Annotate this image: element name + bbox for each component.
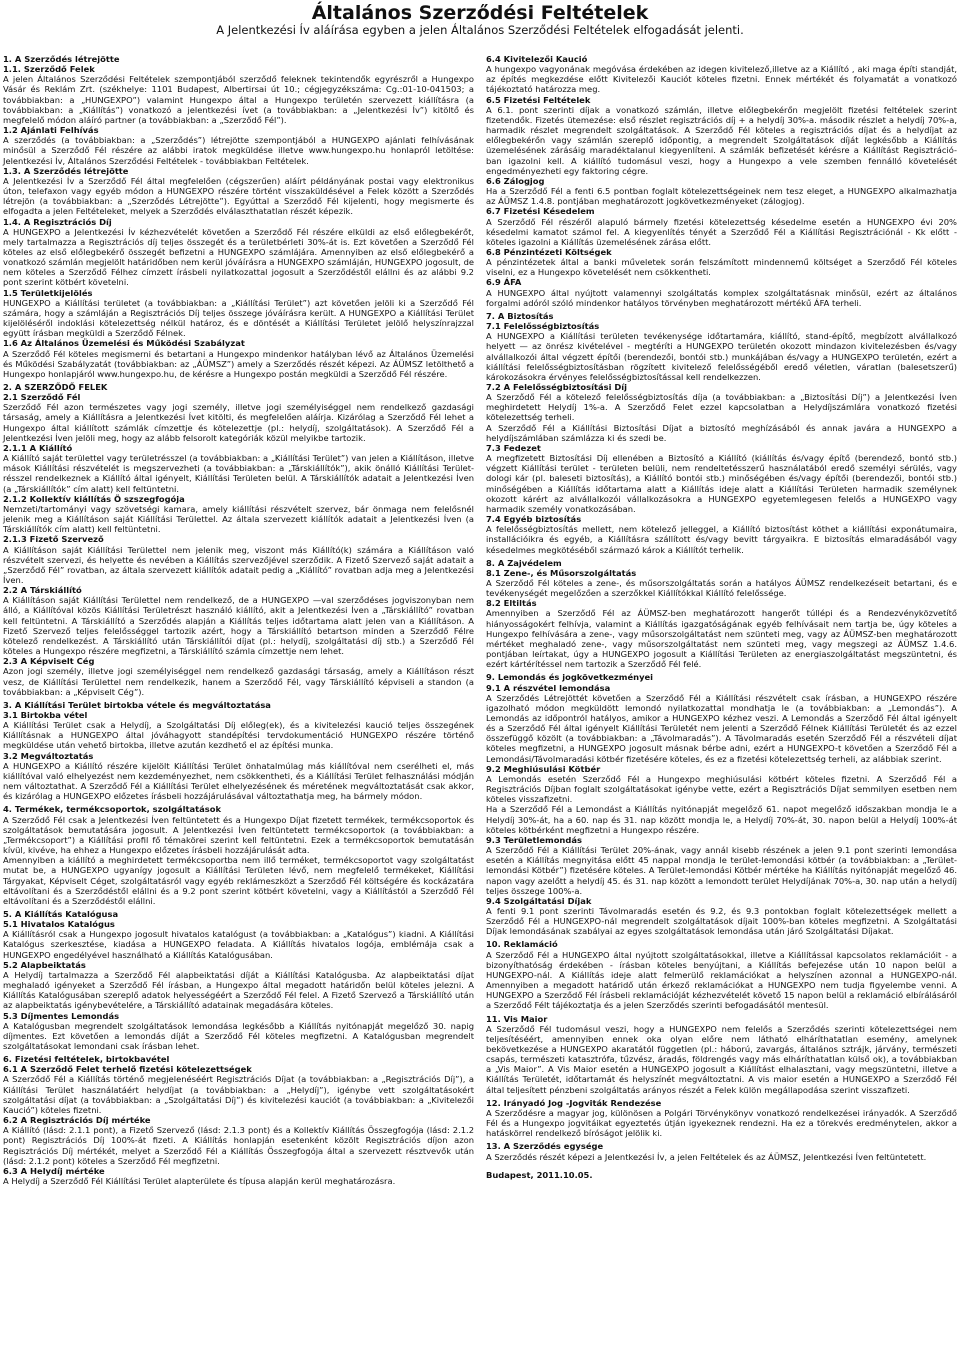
section-heading: 5.3 Díjmentes Lemondás xyxy=(3,1010,120,1021)
section-heading: 1. A Szerződés létrejötte xyxy=(3,54,120,64)
section-heading: 7.2 A Felelősségbiztosítási Díj xyxy=(486,382,627,392)
paragraph: A pénzintézetek által a banki műveletek során felszámított mindennemű költséget a Szerződő Fél köteles viselni, ez a Hungexpo követelését nem csökkentheti. xyxy=(486,257,957,278)
paragraph: A Szerződő Fél köteles a zene-, és műsorszolgáltatás során a hatályos ÁÜMSZ rendelkezéseit betartani, és e tevékenységét megelőzően a szerzőkkel Kiállítókkal Kiállító felelőssége. xyxy=(486,577,957,599)
section-heading: 3.2 Megváltoztatás xyxy=(3,750,94,761)
section-heading: 2.1.1 A Kiállító xyxy=(3,442,73,453)
paragraph: A Lemondás esetén Szerződő Fél a Hungexpo meghiúsulási kötbért köteles fizetni. A Szerződő Fél a Regisztrációs Díjban foglalt szolgáltatásokat igénybe vette, ezért a Regisztrációs Díjat semmilyen esetben nem köteles visszafizetni. xyxy=(486,773,957,805)
section-heading: 1.3. A Szerződés létrejötte xyxy=(3,165,129,176)
paragraph: A Szerződő Fél részéről alapuló bármely fizetési kötelezettség késedelme esetén a HUNGEXPO évi 20% késedelmi kamatot számol fel. A kiegyenlítés tényét a Szerződő Fél a Kiállítási Regisztrációnál - Kk előtt - köteles igazolni a Kiállítás üzemelésének zárása előtt. xyxy=(486,216,957,247)
paragraph: A Kiállító (lásd: 2.1.1 pont), a Fizető Szervező (lásd: 2.1.3 pont) és a Kollektív Kiállítás Összegfogója (lásd: 2.1.2 pont) Regisztrációs Díj 100%-át fizeti. A Kiállítás honlapján esetenként közölt Regisztrációs díjon azon Regisztrációs Díj mértékét, melyet a Szerződő Fél a Kiállítás Összegfogója által a szervezett résztvevők után (lásd: 2.1.2 pont) köteles a Szerződő Fél megfizetni. xyxy=(3,1125,474,1166)
section-heading: 1.2 Ajánlati Felhívás xyxy=(3,125,99,136)
section-heading: 5. A Kiállítás Katalógusa xyxy=(3,908,119,919)
section-heading: 12. Irányadó Jog -Jogviták Rendezése xyxy=(486,1097,662,1108)
paragraph: A Kiállításon saját Kiállítási Területtel nem jelenik meg, viszont más Kiállító(k) számára a Kiállításon való részvételt szervezi, és helyette és nevében a Kiállítás szervezőjével szerződik. A Fizető Szervező saját adatait a „Szerződő Fél” rovatban, az általa szervezett kiállítók adatait pedig a „Kiállító” rovatban adja meg a Jelentkezési Íven. xyxy=(3,544,474,585)
section-heading: 6.4 Kivitelezői Kaució xyxy=(486,54,588,64)
paragraph: A hungexpo vagyonának megóvása érdekében az idegen kivitelező,illetve az a Kiállító , aki maga építi standját, az építés megkezdése előtt Kivitelezői Kauciót köteles fizetni. Ennek mértékét és folyamatát a vonatkozó tájékoztató határozza meg. xyxy=(486,64,957,95)
section-heading: 6.3 A Helydíj mértéke xyxy=(3,1165,105,1176)
paragraph: A Kiállításon saját Kiállítási Területtel nem rendelkező, de a HUNGEXPO —val szerződéses jogviszonyban nem álló, a Kiállítóval közös Kiállítási Területrészt használó kiállító, akit a Jelentkezési Íven a „Társkiállító” rovatban kell feltüntetni. A Társkiállító a Szerződés alapján a Kiállítás teljes időtartama alatt jelen van a Kiállításon. A Fizető Szervező teljes felelősséggel tartozik azért, hogy a Társkiállító betartson minden a Szerződő Félre kötelező rendelkezést. A Társkiállító után Társkiállítói díjat (pl.: helydíj, szolgáltatási díj stb.) a Szerződő Fél köteles a Hungexpo részére megfizetni, a Társkiállító számla címzettje nem lehet. xyxy=(3,595,474,657)
document-subtitle: A Jelentkezési Ív aláírása egyben a jelen Általános Szerződési Feltételek elfogadását jelenti. xyxy=(216,23,744,37)
paragraph: A Jelentkezési Ív a Szerződő Fél által megfelelően (cégszerűen) aláírt példányának postai vagy elektronikus úton, telefaxon vagy egyéb módon a HUNGEXPO részére történt visszaküldésével a Felek között a Szerződés létrejön (a továbbiakban: a „Szerződés Létrejötte”). Egyúttal a Szerződő Fél kijelenti, hogy megismerte és elfogadta a jelen Feltételeket, melyek a Szerződés elválaszthatatlan részét képezik. xyxy=(3,175,474,217)
section-heading: 5.1 Hivatalos Katalógus xyxy=(3,919,115,930)
section-heading: 6. Fizetési feltételek, birtokbavétel xyxy=(3,1054,170,1065)
section-heading: 9. Lemondás és jogkövetkezményei xyxy=(486,672,654,683)
paragraph: A Szerződésre a magyar jog, különösen a Polgári Törvénykönyv vonatkozó rendelkezései irányadók. A Szerződő Fél és a Hungexpo jogvitáikat egyeztetés útján igyekeznek rendezni. Ha ez a törekvés eredménytelen, akkor a hatáskörrel rendelkező bíróságot jelölik ki. xyxy=(486,1107,957,1139)
section-heading: 3.1 Birtokba vétel xyxy=(3,710,88,720)
section-heading: 1.5 Területkijelölés xyxy=(3,287,93,298)
paragraph: A Szerződő Fél a Kiállítási Terület 20%-ának, vagy annál kisebb részének a jelen 9.1 pont szerinti lemondása esetén a Kiállítás megnyitása előtt 45 nappal mondja le terület-lemondási kötbér (a továbbiakban: a „Terület-lemondási Kötbér”) fizetésére köteles. A Terület-lemondási Kötbér mértéke ha Kiállítás nyitónapját megelőző 46. napon vagy azelőtt a helydíj 45. és 31. nap között a lemondott terület Helydíjának 70%-a, 30. nap után a helydíj teljes összege 100%-a. xyxy=(486,845,957,896)
section-heading: 6.1 A Szerződő Felet terhelő fizetési kötelezettségek xyxy=(3,1064,252,1075)
section-heading: 6.8 Pénzintézeti Költségek xyxy=(486,246,612,257)
paragraph: Amennyiben a Szerződő Fél az ÁÜMSZ-ben meghatározott hangerőt túllépi és a Rendezvényközvetítő hiányosságokért felhívja, valamint a Kiállítás igazgatóságának egyéb felhívásait nem tartja be, úgy köteles a Hungexpo felhívására a zene-, vagy műsorszolgáltatást nem szünteti meg, vagy az ÁÜMSZ-ben meghatározott mértéket meghaladó zene-, vagy műsorszolgáltatást nem szünteti meg, vagy megszegi az ÁÜMSZ 1.4.6. pontjában leírtakat, úgy a HUNGEXPO jogosult a Kiállítási Területen az energiaszolgáltatást megszüntetni, és ezért kártérítéssel nem tartozik a Szerződő Fél felé. xyxy=(486,608,957,670)
paragraph: Nemzeti/tartományi vagy szövetségi kamara, amely kiállítási részvételt szervez, bár önmaga nem felelősnél jelenik meg a Kiállításon saját Kiállítási Területtel. Az általa szervezett kiállítók adatait a Jelentkezési Íven (a Társkiállítók cím alatt) kell feltüntetni. xyxy=(3,503,474,535)
section-heading: 6.7 Fizetési Késedelem xyxy=(486,206,595,217)
paragraph: A Kiállító saját területtel vagy területrésszel (a továbbiakban: a „Kiállítási Terület”) van jelen a Kiállításon, illetve mások Kiállítási részvételét is megszervezheti (a továbbiakban: a „Társkiállítók”), akik önálló Kiállítási Terület-résszel rendelkeznek a Kiállító által igényelt, Kiállítási Területen belül. A Társkiállítók adatait a Jelentkezési Íven (a „Társkiállítók” cím alatt) kell feltüntetni. xyxy=(3,453,474,494)
section-heading: 7.3 Fedezet xyxy=(486,442,541,453)
section-heading: 10. Reklamáció xyxy=(486,939,558,950)
section-heading: 13. A Szerződés egysége xyxy=(486,1141,604,1152)
paragraph: Ha a Szerződő Fél a fenti 6.5 pontban foglalt kötelezettségeinek nem tesz eleget, a HUNGEXPO alkalmazhatja az ÁÜMSZ 1.4.8. pontjában meghatározott jogkövetkezményeket (zálogjog). xyxy=(486,186,957,207)
paragraph: A Kiállítási Terület csak a Helydíj, a Szolgáltatási Díj előleg(ek), és a kivitelezési kaució teljes összegének Kiállításnak a HUNGEXPO által jóváhagyott standépítési tervdokumentáció HUNGEXPO részére történő megküldése után vehető birtokba, illetve azután kezdhető el az építési munka. xyxy=(3,720,474,751)
section-heading: 7. A Biztosítás xyxy=(486,310,554,321)
paragraph: HUNGEXPO a Kiállítási területet (a továbbiakban: a „Kiállítási Terület”) azt követően jelöli ki a Szerződő Fél számára, hogy a számláján a Regisztrációs Díj teljes összege jóváírásra került. A HUNGEXPO a Kiállítási Terület kijelöléséről indoklási kötelezettség nélkül határoz, és e döntését a Kiállítási Területet jelölő helyszínrajzzal együtt írásban megküldi a Szerződő Félnek. xyxy=(3,297,474,339)
section-heading: 1.1. Szerződő Felek xyxy=(3,64,95,75)
paragraph: A megfizetett Biztosítási Díj ellenében a Biztosító a Kiállító (kiállítás és/vagy építő (berendező, bontó stb.) végzett Kiállítási terület - területen belüli, nem rendeltetésszerű használatából eredő személyi sérülés, vagy dologi kár (pl. baleseti biztosítás), a Kiállító bontói stb.) minőségében és/vagy építői (berendezői, bontói stb.) minőségében a Kiállítás időtartama alatt a Kiállítás ideje alatt a Kiállítási Területen harmadik személynek okozott kárért az alvállalkozói vállalkozásokra a HUNGEXPO egyetemlegesen felelős a HUNGEXPO vagy harmadik személy vonatkozásában. xyxy=(486,453,957,514)
section-heading: 1.4. A Regisztrációs Díj xyxy=(3,216,112,227)
section-heading: 6.5 Fizetési Feltételek xyxy=(486,94,591,105)
section-heading: 1.6 Az Általános Üzemelési és Működési Szabályzat xyxy=(3,338,245,349)
paragraph: A Szerződő Fél tudomásul veszi, hogy a HUNGEXPO nem felelős a Szerződés szerinti kötelezettségei nem teljesítéséért, amennyiben ennek oka olyan előre nem látható elháríthatatlan esemény, amelynek bekövetkezése a HUNGEXPO akaratától független (pl.: háború, zavargás, általános sztrájk, járvány, természeti csapás, természeti katasztrófa, tűzvész, áradás, földrengés vagy más elháríthatatlan külső ok), a továbbiakban a „Vis Maior”. A Vis Maior esetén a HUNGEXPO jogosult a Kiállítást elhalasztani, vagy megszüntetni, illetve a Kiállítás Területét, időtartamát és helyszínét megváltoztatni. A vis maior esetén a HUNGEXPO a Szerződő Fél által teljesített pénzbeni szolgáltatás arányos részét a Felek külön megállapodása szerint visszafizeti. xyxy=(486,1023,957,1095)
section-heading: 9.3 Területlemondás xyxy=(486,834,582,845)
paragraph: A Katalógusban megrendelt szolgáltatások lemondása legkésőbb a Kiállítás nyitónapját megelőző 30. napig díjmentes. Ezt követően a lemondás díját a Szerződő Fél köteles megfizetni. A Katalógusban megrendelt szolgáltatásokat lemondani csak írásban lehet. xyxy=(3,1020,474,1051)
paragraph: Azon jogi személy, illetve jogi személyiséggel nem rendelkező gazdasági társaság, amely a Kiállításon részt vesz, de Kiállítási Területtel nem rendelkezik, hanem a Szerződő Fél, vagy Társkiállító képviseli a standon (a továbbiakban: a „Képviselt Cég”). xyxy=(3,666,474,697)
paragraph: A Szerződés Létrejöttét követően a Szerződő Fél a Kiállítási részvételt csak írásban, a HUNGEXPO részére igazolható módon megküldött lemondó nyilatkozattal mondhatja le (a továbbiakban: a „Lemondás”). A Lemondás az időpontról hatályos, amikor a HUNGEXPO kézhez veszi. A Lemondás a Szerződő Fél által igényelt és a Szerződő Fél által igényelt Kiállítási Területét nem jelenti a Szerződő Félnek Kiállítási Területét és az ezzel összefüggő közölt (a továbbiakban: a „Távolmaradás”). A Távolmaradás esetén Szerződő Fél a részvételi díjat köteles megfizetni, a HUNGEXPO jogosult másnak bérbe adni, ezért a HUNGEXPO-t követően a Szerződő Fél a Lemondási/Távolmaradási kötbér fizetésére köteles, és ez a fizetési kötelezettség terheli, az alábbiak szerint. xyxy=(486,692,957,764)
section-heading: 2.2 A Társkiállító xyxy=(3,585,82,596)
paragraph: A Helydíj tartalmazza a Szerződő Fél alapbeiktatási díját a Kiállítási Katalógusba. Az alapbeiktatási díjat meghaladó igényeket a Szerződő Fél írásban, a Hungexpo által megadott határidőn belül köteles jelezni. A Kiállítás Katalógusában szereplő adatok helyességéért a Szerződő Fél felel. A Fizető Szervező a Társkiállító után az alapbeiktatás igénybevételére, a Társkiállító adatainak megadására köteles. xyxy=(3,969,474,1011)
section-heading: 2.3 A Képviselt Cég xyxy=(3,656,95,667)
paragraph: A HUNGEXPO a Jelentkezési Ív kézhezvételét követően a Szerződő Fél részére elküldi az első előlegbekérőt, mely tartalmazza a Regisztrációs díj teljes összegét és a területbérleti 30%-át is. Ezt követően a Szerződő Fél köteles az első előlegbekérő összegét befizetni a HUNGEXPO számlájára. Amennyiben az első előlegbekérő a vonatkozó számlán megjelölt határidőben nem kerül jóváírásra a HUNGEXPO számláján, HUNGEXPO jogosult, de nem köteles a Szerződő Félhez címzett írásbeli nyilatkozattal jogosult a Szerződéstől elállni és az alábbi 9.2 pont szerint kötbért követelni. xyxy=(3,226,474,288)
section-heading: 8. A Zajvédelem xyxy=(486,557,562,568)
section-heading: 2. A SZERZŐDŐ FELEK xyxy=(3,382,108,392)
paragraph: A fenti 9.1 pont szerinti Távolmaradás esetén és 9.2, és 9.3 pontokban foglalt kötelezettségek mellett a Szerződő Fél a HUNGEXPO-nál megrendelt szolgáltatások díjait 100%-ban köteles megfizetni. A Szolgáltatási Díjak lemondásának szabályai az egyes szolgáltatások lemondása után járó Szolgáltatási Díjakat. xyxy=(486,905,957,937)
section-heading: 11. Vis Maior xyxy=(486,1013,548,1024)
section-heading: 6.2 A Regisztrációs Díj mértéke xyxy=(3,1115,151,1126)
section-heading: 9.2 Meghiúsulási Kötbér xyxy=(486,763,601,774)
section-heading: 7.1 Felelősségbiztosítás xyxy=(486,321,600,332)
section-heading: 6.9 ÁFA xyxy=(486,277,522,288)
section-heading: 8.2 Eltiltás xyxy=(486,598,537,609)
section-heading: 2.1.3 Fizető Szervező xyxy=(3,534,104,545)
paragraph: Szerződő Fél azon természetes vagy jogi személy, illetve jogi személyiséggel nem rendelkező gazdasági társaság, amely a Kiállításra a Jelentkezési Ívet kitölti, és megfelelően aláírja. Kizárólag a Szerződő Fél lehet a Hungexpo által kiállított számlák címzettje és kötelezettje (pl.: helydíj, szolgáltatások). A Szerződő Fél a Jelentkezési Íven jelöli meg, hogy az alább felsorolt kategóriák közül melyikbe tartozik. xyxy=(3,402,474,443)
paragraph: Amennyiben a kiállító a meghirdetett termékcsoportba nem illő terméket, termékcsoportot vagy szolgáltatást mutat be, a HUNGEXPO ugyanígy jogosult a Kiállítási Területen lévő, nem megfelelő termékeket, Kiállítási Tárgyakat, Képviselt Céget, szolgáltatásról vagy egyéb reklámeszközt a Szerződő Fél költségére és kockázatára eltávolítani és a Szerződéstől elállni és a 9.2 pont szerint kötbért követelni, vagy a Kiállítástól a Szerződő Fél eltávolítani és a Szerződéstől elállni. xyxy=(3,855,474,906)
right-column xyxy=(486,54,957,1186)
section-heading: 2.1 Szerződő Fél xyxy=(3,392,81,403)
section-heading: 3. A Kiállítási Terület birtokba vétele és megváltoztatása xyxy=(3,699,271,710)
paragraph: A szerződés (a továbbiakban: a „Szerződés”) létrejötte szempontjából a HUNGEXPO ajánlati felhívásának minősül a Szerződő Fél részére az alábbi iratok megküldése illetve www.hungexpo.hu honlapról letöltése: Jelentkezési Ív, Általános Szerződési Feltételek - továbbiakban Feltételek. xyxy=(3,135,474,166)
section-heading: 5.2 Alapbeiktatás xyxy=(3,959,86,970)
section-heading: 9.4 Szolgáltatási Díjak xyxy=(486,895,592,906)
paragraph: A Szerződés részét képezi a Jelentkezési Ív, a jelen Feltételek és az ÁÜMSZ, Jelentkezési Íven feltüntetett. xyxy=(486,1151,927,1162)
section-heading: 8.1 Zene-, és Műsorszolgáltatás xyxy=(486,567,637,578)
section-heading: 4. Termékek, termékcsoportok, szolgáltatások xyxy=(3,804,222,815)
paragraph: A HUNGEXPO a Kiállító részére kijelölt Kiállítási Terület önhatalmúlag más kiállítóval nem cserélheti el, más kiállítóval való elhelyezést nem kezdeményezhet, nem csökkentheti, és a Kiállítási Terület felhasználási módján nem változtathat. A Szerződő Fél a Kiállítási Terület elhelyezésének és méretének megváltoztatását csak akkor, és kizárólag a HUNGEXPO előzetes írásbeli hozzájárulásával változtathatja meg, ha bármely módon. xyxy=(3,760,474,802)
paragraph: A felelősségbiztosítás mellett, nem kötelező jelleggel, a Kiállító biztosítást köthet a kiállítási exponátumaira, installációikra és egyéb, a Kiállításra szállított és/vagy bevitt tárgyaikra. E biztosítás elmaradásából vagy késedelmes megkötéséből származó károk a Kiállítót terhelik. xyxy=(486,524,957,555)
two-column-body xyxy=(0,54,960,1186)
paragraph: A HUNGEXPO a Kiállítási területen tevékenysége időtartamára, kiállító, stand-építő, megbízott alvállalkozó helyett — az önrész kivételével - megtéríti a HUNGEXPO területén okozott mindazon kivitelezésben és/vagy alvállalkozói által végzett építői (berendezői, bontói stb.) munkájában és/vagy a HUNGEXPO területén, ezért a kiállítási felelősségbiztosításban rögzített kivitelező felelősségéből eredő véletlen, váratlan (balesetszerű) károkozásokra érvényes felelősségbiztosítással kell rendelkezzen. xyxy=(486,331,957,382)
section-heading: 7.4 Egyéb biztosítás xyxy=(486,514,582,525)
section-heading: 2.1.2 Kollektív kiállítás Ö szszegfogója xyxy=(3,493,185,504)
paragraph: A Szerződő Fél a Kiállítás történő megjelenéséért Regisztrációs Díjat (a továbbiakban: a „Regisztrációs Díj”), a Kiállítási Terület használatáért helydíjat (a továbbiakban: a „Helydíj”), igénybe vett szolgáltatásokért szolgáltatási díjat (a továbbiakban: a „Szolgáltatási Díj”) és kivitelezési kauciót (a továbbiakban: a „Kivitelezői Kaució”) köteles fizetni. xyxy=(3,1074,474,1115)
paragraph: Ha a Szerződő Fél a Lemondást a Kiállítás nyitónapját megelőző 61. napot megelőző időszakban mondja le a Helydíj 30%-át, ha a 60. nap és 31. nap között mondja le, a Helydíj 70%-át, 30. napon belül a Helydíj 100%-át köteles kötbérként megfizetni a Hungexpo részére. xyxy=(486,804,957,835)
paragraph: A Szerződő Fél a kötelező felelősségbiztosítás díja (a továbbiakban: a „Biztosítási Díj”) a Jelentkezési Íven meghirdetett Helydíj 1%-a. A Szerződő Felet ezzel kapcsolatban a Helydíjszámlára vonatkozó fizetési kötelezettség terheli. xyxy=(486,392,957,423)
paragraph: A Helydíj a Szerződő Fél Kiállítási Terület alapterülete és típusa alapján kerül meghatározásra. xyxy=(3,1176,396,1187)
document-header xyxy=(0,3,960,37)
paragraph: A HUNGEXPO által nyújtott valamennyi szolgáltatás komplex szolgáltatásnak minősül, ezért az általános forgalmi adóról szóló mindenkor hatályos törvényben meghatározott mértékű ÁFA terheli. xyxy=(486,287,957,308)
section-heading: 6.6 Zálogjog xyxy=(486,175,545,186)
paragraph: A Szerződő Fél a HUNGEXPO által nyújtott szolgáltatásokkal, illetve a Kiállítással kapcsolatos reklamációit - a bizonyíthatóság érdekében - írásban köteles benyújtani, a Kiállítás befejezése után 10 napon belül a HUNGEXPO-nál. A Kiállítás ideje alatt felmerülő reklamációkat a helyszínen azonnal a HUNGEXPO-nál. Amennyiben a megadott határidő után érkező reklamációkat a HUNGEXPO nem tudja figyelembe venni. A HUNGEXPO a Szerződő Fél írásbeli reklamációját kézhezvételét követő 15 napon belül a reklamáció elbírálásáról a Szerződő Félt tájékoztatja és a jelen Szerződés szerinti befogadásától mentesül. xyxy=(486,949,957,1011)
paragraph: A Szerződő Fél köteles megismerni és betartani a Hungexpo mindenkor hatályban lévő az Általános Üzemelési és Működési Szabályzatát (továbbiakban: az „ÁÜMSZ”) amely a Szerződés részét képezi. Az ÁÜMSZ letölthető a Hungexpo honlapjáról www.hungexpo.hu, de kérésre a Hungexpo postán megküldi a Szerződő Fél részére. xyxy=(3,348,474,379)
footer-date: Budapest, 2011.10.05. xyxy=(486,1169,593,1180)
paragraph: A jelen Általános Szerződési Feltételek szempontjából szerződő feleknek tekintendők egyrészről a Hungexpo Vásár és Reklám Zrt. (székhelye: 1101 Budapest, Albertirsai út 10.; cégjegyzékszáma: Cg.:01-10-041503; a továbbiakban: a „HUNGEXPO”) valamint Hungexpo által a Hungexpo területén szervezett kiállításra (a továbbiakban: a „Kiállítás”) vonatkozó a jelentkezési ívet (a továbbiakban: a „Jelentkezési Ív”) kitöltő és megfelelő módon aláíró partner (a továbbiakban: a „Szerződő Fél”). xyxy=(3,74,474,125)
paragraph: A Kiállításról csak a Hungexpo jogosult hivatalos katalógust (a továbbiakban: a „Katalógus”) kiadni. A Kiállítási Katalógus szerkesztése, kiadása a HUNGEXPO feladata. A Kiállítás hivatalos logója, emblémája csak a HUNGEXPO engedélyével használható a Kiállítás Katalógusában. xyxy=(3,929,474,960)
section-heading: 9.1 A részvétel lemondása xyxy=(486,682,611,693)
paragraph: A Szerződő Fél a Kiállítási Biztosítási Díjat a biztosító meghízásából és annak javára a HUNGEXPO a helydíjszámlában számlázza ki és szedi be. xyxy=(486,422,957,443)
paragraph: A 6.1. pont szerinti díjak a vonatkozó számlán, illetve előlegbekérőn megjelölt fizetési feltételek szerint fizetendők. Fizetés ütemezése: első részlet regisztrációs díj + a helydíj 30%-a. második részlet a helydíj 70%-a, harmadik részlet megrendelt szolgáltatások. A Szerződő Fél köteles a regisztrációs díjat és a helydíjat az előlegbekérőn vagy számlán szereplő időpontig, a megrendelt Szolgáltatások díját legkésőbb a Kiállítás üzemelésének zárásáig maradéktalanul kiegyenlíteni. A számlák befizetését kérésre a Kiállítást Regisztráció-ban igazolni kell. A kiállító tudomásul veszi, hogy a Hungexpo a vele szemben fennálló követelését engedményezheti egy faktoring cégre. xyxy=(486,104,957,176)
paragraph: A Szerződő Fél csak a Jelentkezési Íven feltüntetett és a Hungexpo Díjat fizetett termékek, termékcsoportok és szolgáltatások bemutatására jogosult. A Jelentkezési Íven feltüntetett termékcsoportok (a továbbiakban: a „Termékcsoport”) a Kiállítási profil fő témakörei szerint kell feltüntetni. Ezek a termékcsoportok bemutatásán kívül, kivéve, ha ehhez a Hungexpo előzetes írásbeli hozzájárulását adta. xyxy=(3,814,474,856)
left-column xyxy=(3,54,474,1186)
document-title: Általános Szerződési Feltételek xyxy=(311,2,649,24)
